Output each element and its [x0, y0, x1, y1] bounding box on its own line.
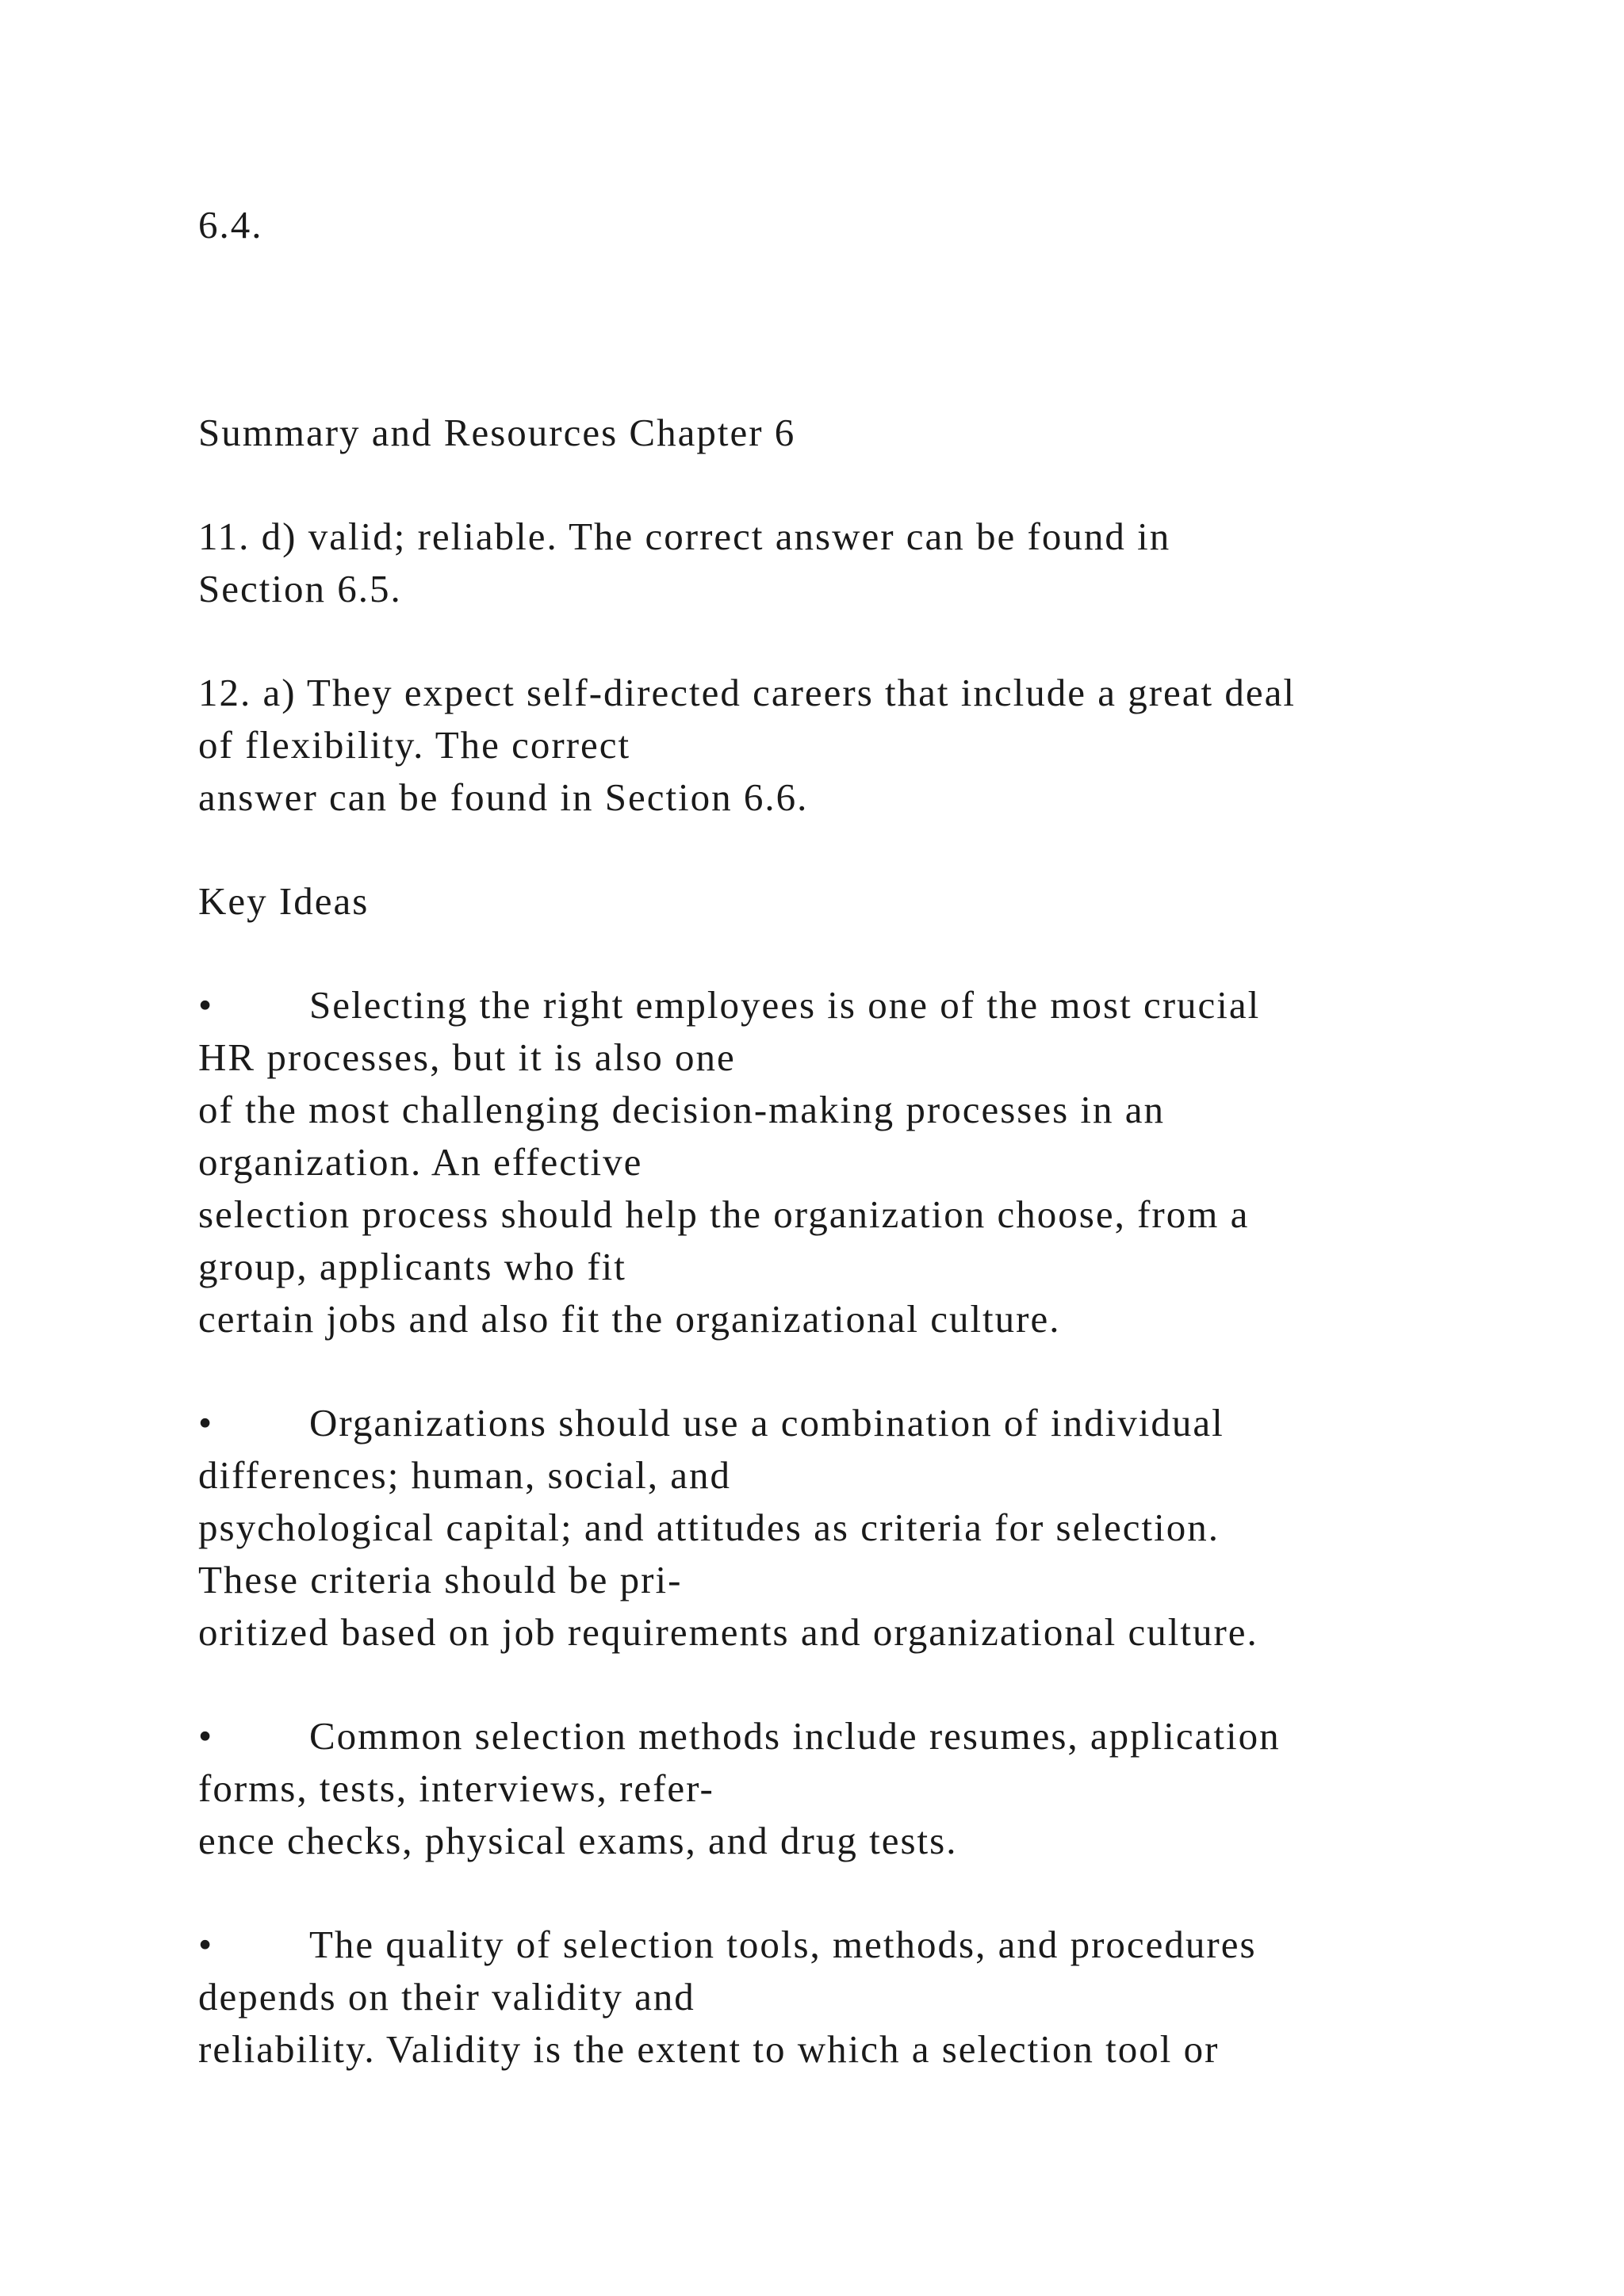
key-idea-line: oritized based on job requirements and organizational culture. [198, 1610, 1258, 1654]
answer-line: Section 6.5. [198, 567, 402, 610]
key-idea-line: certain jobs and also fit the organizational culture. [198, 1297, 1061, 1341]
section-heading: Summary and Resources Chapter 6 [198, 411, 796, 454]
key-idea-line: psychological capital; and attitudes as criteria for selection. [198, 1506, 1220, 1549]
bullet-icon: • [198, 1923, 214, 1966]
key-idea-first-line [198, 1397, 1224, 1449]
key-idea-first-line [198, 1919, 1257, 1971]
key-idea-line: HR processes, but it is also one [198, 1035, 736, 1079]
key-idea-line: organization. An effective [198, 1140, 643, 1184]
key-idea-line: reliability. Validity is the extent to which a selection tool or [198, 2027, 1220, 2071]
answer-line: of flexibility. The correct [198, 723, 631, 767]
answer-line: answer can be found in Section 6.6. [198, 775, 809, 819]
answer-line: 11. d) valid; reliable. The correct answer can be found in [198, 515, 1171, 558]
bullet-icon: • [198, 983, 214, 1027]
key-idea-text: Common selection methods include resumes, application [309, 1714, 1281, 1758]
key-idea-text: The quality of selection tools, methods, and procedures [309, 1923, 1257, 1966]
key-idea-line: selection process should help the organization choose, from a [198, 1192, 1250, 1236]
bullet-icon: • [198, 1401, 214, 1445]
key-idea-first-line [198, 1710, 1281, 1762]
key-ideas-heading: Key Ideas [198, 879, 370, 923]
answer-line: 12. a) They expect self-directed careers that include a great deal [198, 671, 1297, 714]
bullet-icon: • [198, 1714, 214, 1758]
key-idea-line: ence checks, physical exams, and drug tests. [198, 1819, 958, 1862]
key-idea-line: These criteria should be pri- [198, 1558, 683, 1601]
key-idea-line: group, applicants who fit [198, 1245, 626, 1288]
key-idea-line: depends on their validity and [198, 1975, 695, 2019]
key-idea-line: differences; human, social, and [198, 1453, 732, 1497]
key-idea-line: forms, tests, interviews, refer- [198, 1766, 714, 1810]
key-idea-line: of the most challenging decision-making processes in an [198, 1088, 1166, 1131]
key-idea-text: Organizations should use a combination of individual [309, 1401, 1224, 1445]
key-idea-first-line [198, 979, 1260, 1031]
top-label: 6.4. [198, 203, 263, 247]
key-idea-text: Selecting the right employees is one of the most crucial [309, 983, 1261, 1027]
